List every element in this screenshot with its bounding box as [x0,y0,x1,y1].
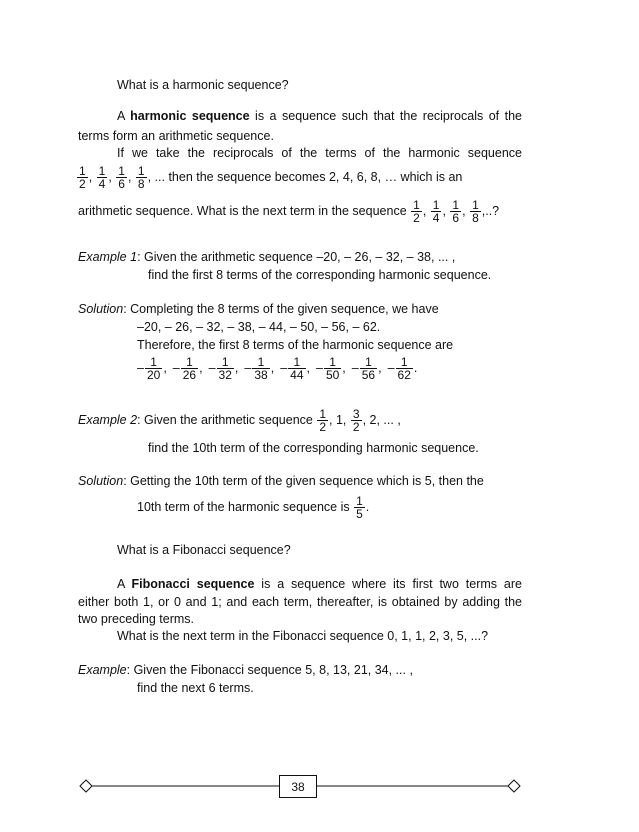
separator: , [306,361,310,375]
denominator: 26 [182,368,197,383]
denominator: 2 [413,211,420,226]
numerator: 1 [472,198,479,213]
denominator: 56 [361,368,376,383]
solution2-text: : Getting the 10th term of the given sequence which is 5, then the [123,474,484,488]
minus-sign: – [315,361,323,375]
denominator: 2 [79,177,86,192]
example1-text: : Given the arithmetic sequence –20, – 26, – 32, – 38, ... , [137,250,456,264]
minus-sign: – [208,361,216,375]
def2-post: is a sequence where its first two terms are [254,577,522,591]
example3-line2: find the next 6 terms. [137,681,254,695]
harmonic-term: harmonic sequence [130,109,250,123]
denominator: 44 [290,368,304,383]
reciprocal-line3-tail: ,..? [481,204,500,218]
minus-sign: – [387,361,395,375]
example3-text: : Given the Fibonacci sequence 5, 8, 13, 21, 34, ... , [126,663,413,677]
left-diamond-icon [80,780,92,792]
reciprocal-line3-text: arithmetic sequence. What is the next term in the sequence [78,204,407,218]
minus-sign: – [137,361,144,375]
example3-label: Example [78,663,127,677]
fibonacci-definition-line2: either both 1, or 0 and 1; and each term, thereafter, is obtained by adding the [78,595,522,609]
denominator: 4 [98,177,106,192]
minus-sign: – [172,361,180,375]
reciprocal-paragraph-line3: arithmetic sequence. What is the next term in the sequence $\frac{1}{2}$ , $\frac{1}{4}$ , $\frac{1}{6}$ , $\frac{1}{8}$ ,..? [78,198,500,226]
example2-text: : Given the arithmetic sequence [137,413,313,427]
numerator: 1 [137,164,145,179]
solution1-line2: –20, – 26, – 32, – 38, – 44, – 50, – 56, – 62. [137,320,381,334]
separator: , [270,361,275,375]
denominator: 2 [319,420,327,435]
question-harmonic: What is a harmonic sequence? [117,78,289,92]
def1-pre: A [117,109,131,123]
right-diamond-icon [508,780,520,792]
separator: , [378,361,382,375]
denominator: 6 [452,211,460,226]
example1-line2: find the first 8 terms of the corresponding harmonic sequence. [148,268,492,282]
numerator: 1 [452,198,460,213]
denominator: 8 [472,211,479,226]
separator: , [342,361,346,375]
numerator: 1 [79,164,86,179]
numerator: 3 [352,407,360,422]
separator: , [199,361,203,375]
solution1-label: Solution [78,302,124,316]
numerator: 1 [432,198,440,213]
denominator: 62 [397,368,411,383]
numerator: 1 [145,356,162,369]
fibonacci-term: Fibonacci sequence [131,577,255,591]
example2-label: Example 2 [78,413,138,427]
example2-line2: find the 10th term of the corresponding harmonic sequence. [148,441,479,455]
page-number: 38 [279,775,317,798]
solution2-line2: 10th term of the harmonic sequence is $\frac{1}{5}$ . [137,494,370,522]
numerator: 1 [396,356,413,369]
denominator: 32 [218,368,232,383]
denominator: 8 [137,177,145,192]
numerator: 1 [413,198,420,213]
denominator: 6 [118,177,125,192]
fibonacci-question-line: What is the next term in the Fibonacci sequence 0, 1, 1, 2, 3, 5, ...? [117,629,489,643]
denominator: 20 [146,368,161,383]
solution2-label: Solution [78,474,124,488]
separator: , [234,361,239,375]
minus-sign: – [244,361,252,375]
harmonic-definition-line2: terms form an arithmetic sequence. [78,129,274,143]
minus-sign: – [280,361,288,375]
denominator: 5 [356,507,363,522]
fibonacci-definition-line3: two preceding terms. [78,612,195,626]
denominator: 4 [432,211,440,226]
example2-mid: , 1, [329,413,347,427]
separator: . [413,361,418,375]
question-fibonacci: What is a Fibonacci sequence? [117,543,291,557]
solution2-line2-text: 10th term of the harmonic sequence is [137,500,350,514]
def2-pre: A [117,577,132,591]
minus-sign: – [351,361,359,375]
example1-label: Example 1 [78,250,138,264]
solution1-text: : Completing the 8 terms of the given sequence, we have [123,302,439,316]
numerator: 1 [360,356,377,369]
example2-tail: , 2, ... , [362,413,401,427]
denominator: 2 [352,420,360,435]
numerator: 1 [98,164,106,179]
denominator: 38 [254,368,268,383]
denominator: 50 [325,368,340,383]
reciprocal-line2-text: , ... then the sequence becomes 2, 4, 6, 8, … which is an [147,170,463,184]
def1-post: is a sequence such that the reciprocals of the [249,109,522,123]
solution1-line3: Therefore, the first 8 terms of the harmonic sequence are [137,338,454,352]
reciprocal-paragraph-line1: If we take the reciprocals of the terms of the harmonic sequence [117,146,522,160]
separator: , [163,361,167,375]
numerator: 1 [288,356,305,369]
reciprocal-paragraph-line2: $\frac{1}{2}$ , $\frac{1}{4}$ , $\frac{1}{6}$ , $\frac{1}{8}$ , ... then the sequence becomes 2, 4, 6, 8, … which is an [79,164,463,192]
numerator: 1 [356,494,363,509]
numerator: 1 [181,356,198,369]
numerator: 1 [324,356,341,369]
numerator: 1 [217,356,234,369]
numerator: 1 [319,407,327,422]
numerator: 1 [118,164,125,179]
numerator: 1 [252,356,269,369]
